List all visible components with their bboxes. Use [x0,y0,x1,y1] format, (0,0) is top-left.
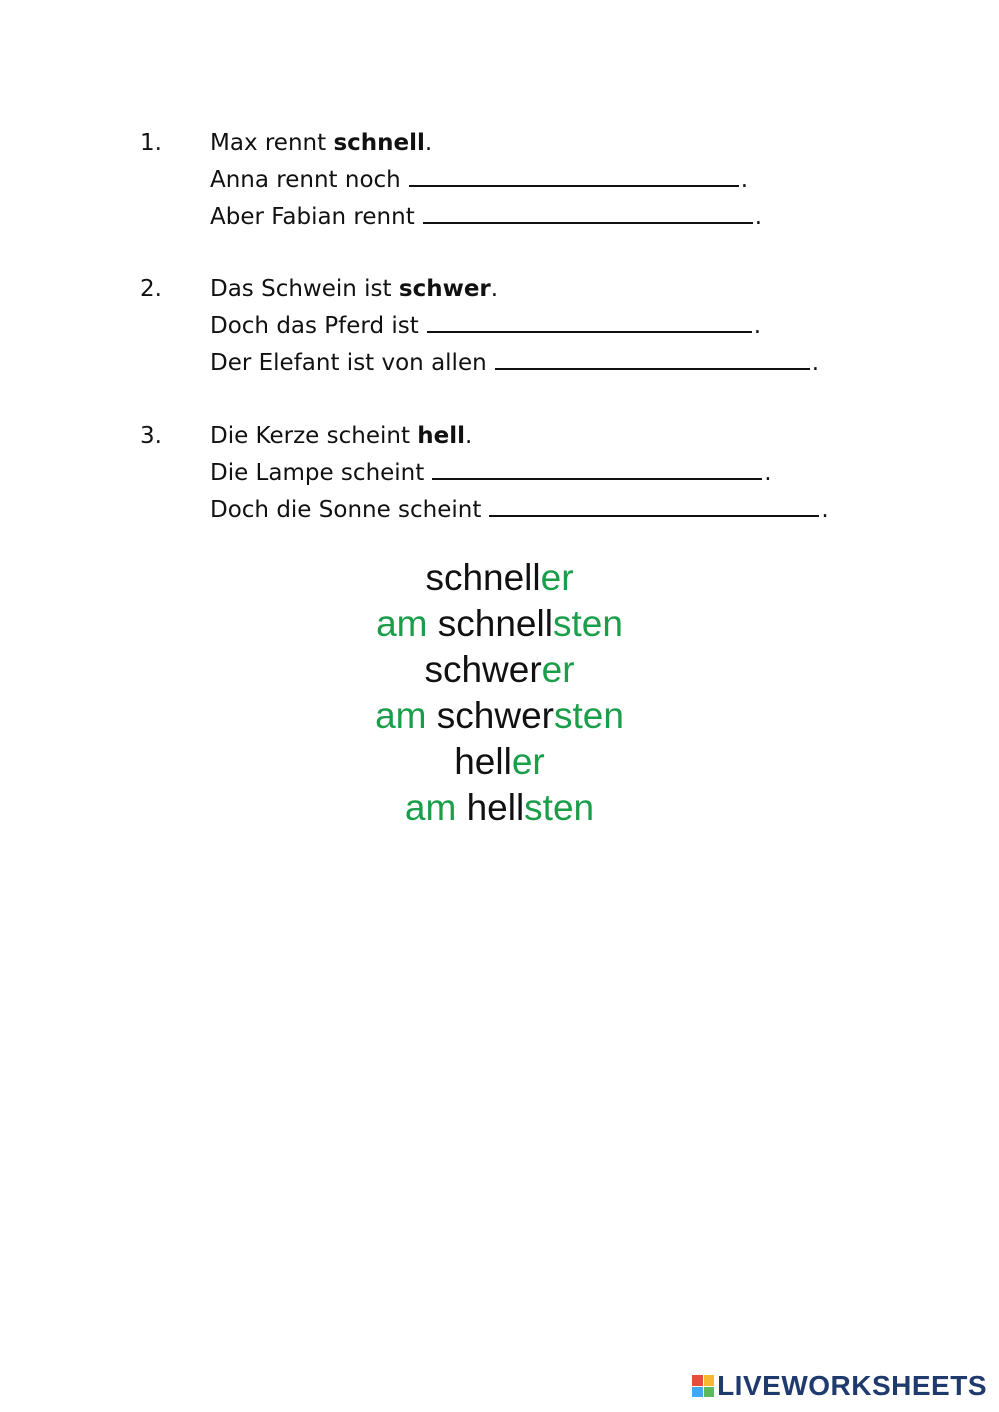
answer-word: am hellsten [404,787,595,828]
exercise-3 [140,423,860,534]
sentence-period: . [740,167,749,193]
sentence-period: . [811,350,819,376]
answer-word: schwerer [424,649,575,690]
exercise-number: 1. [140,130,162,156]
sentence-period: . [490,276,499,302]
sentence-text: Doch das Pferd ist [210,313,419,339]
liveworksheets-brand[interactable] [692,1370,987,1402]
adjective-keyword: hell [417,423,466,449]
sentence-period: . [424,130,433,156]
exercise-number: 2. [140,276,162,302]
answer-word: heller [454,741,545,782]
answer-word: am schnellsten [376,603,623,644]
sentence-text: Der Elefant ist von allen [210,350,487,376]
exercise-number: 3. [140,423,162,449]
adjective-keyword: schnell [333,130,425,156]
sentence-text: Das Schwein ist [210,276,399,302]
brand-label: LIVEWORKSHEETS [717,1370,987,1401]
sentence-period: . [753,313,762,339]
sentence-text: Die Lampe scheint [210,460,425,486]
sentence-text: Max rennt [210,130,334,156]
answer-word: am schwersten [375,695,624,736]
exercise-1 [140,130,860,241]
sentence-period: . [821,497,829,523]
liveworksheets-logo-icon [692,1375,714,1397]
answer-blank[interactable] [409,167,739,187]
exercise-2 [140,276,860,387]
answer-word-list [0,555,999,831]
answer-blank[interactable] [489,497,819,517]
answer-blank[interactable] [495,350,810,370]
sentence-text: Doch die Sonne scheint [210,497,482,523]
answer-blank[interactable] [432,460,762,480]
sentence-text: Anna rennt noch [210,167,401,193]
adjective-keyword: schwer [398,276,491,302]
answer-blank[interactable] [427,313,752,333]
answer-blank[interactable] [423,204,753,224]
sentence-period: . [754,204,763,230]
sentence-text: Die Kerze scheint [210,423,418,449]
answer-word: schneller [425,557,574,598]
sentence-period: . [465,423,473,449]
sentence-text: Aber Fabian rennt [210,204,415,230]
sentence-period: . [764,460,772,486]
